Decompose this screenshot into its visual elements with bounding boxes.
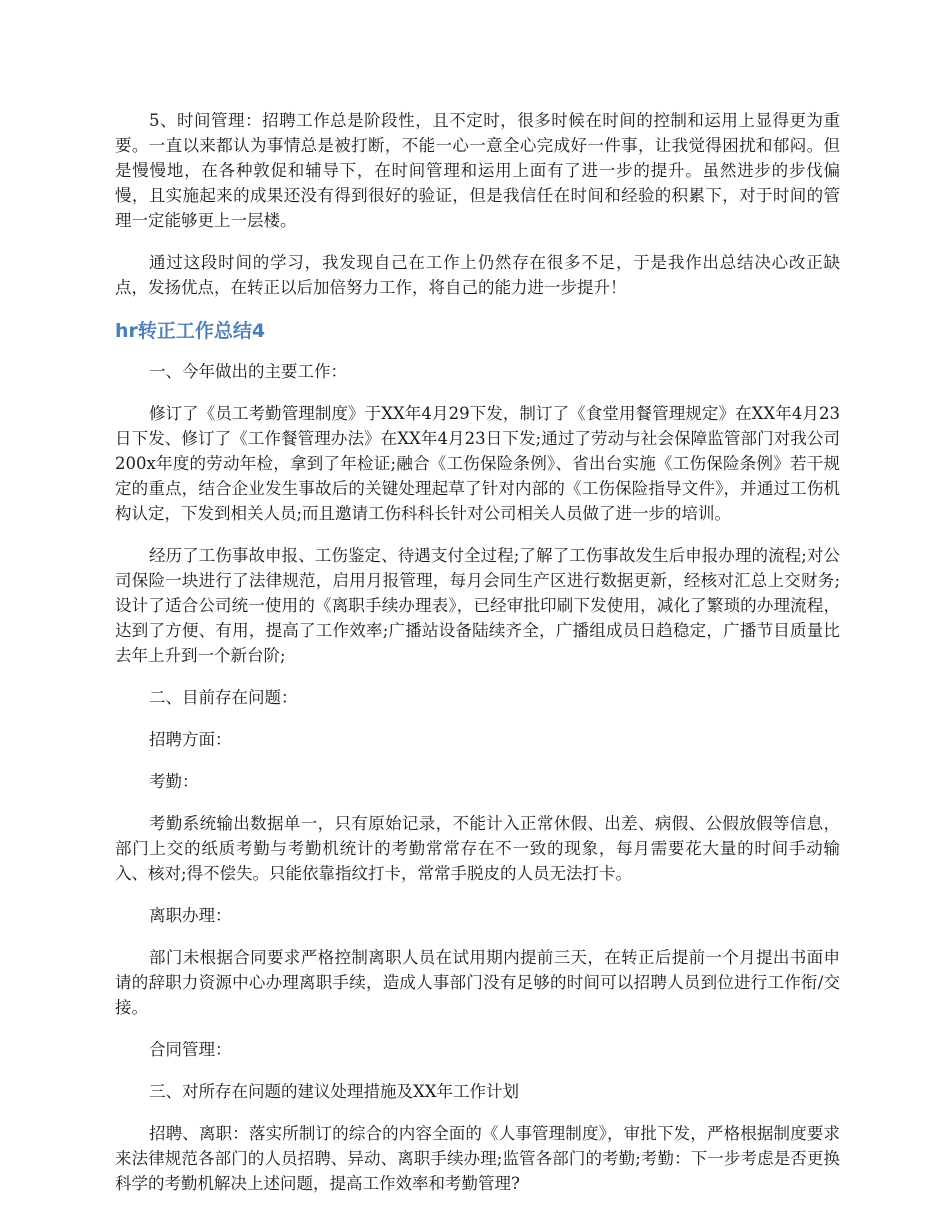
paragraph-plan-title: 三、对所存在问题的建议处理措施及XX年工作计划 xyxy=(149,1082,519,1101)
document-page xyxy=(115,108,840,1213)
section-heading: hr转正工作总结4 xyxy=(115,320,266,342)
paragraph-attendance-detail: 考勤系统输出数据单一，只有原始记录，不能计入正常休假、出差、病假、公假放假等信息，部门上交的纸质考勤与考勤机统计的考勤常常存在不一致的现象，每月需要花大量的时间手动输入、核对;得不偿失。只能依靠指纹打卡，常常手脱皮的人员无法打卡。 xyxy=(115,814,840,883)
paragraph-main-work-title: 一、今年做出的主要工作： xyxy=(149,362,347,381)
paragraph-problems-title: 二、目前存在问题： xyxy=(149,688,298,707)
paragraph-plan-detail: 招聘、离职：落实所制订的综合的内容全面的《人事管理制度》，审批下发，严格根据制度要求来法律规范各部门的人员招聘、异动、离职手续办理;监管各部门的考勤;考勤：下一步考虑是否更换科学的考勤机解决上述问题，提高工作效率和考勤管理? xyxy=(115,1124,840,1193)
paragraph-injury-process: 经历了工伤事故申报、工伤鉴定、待遇支付全过程;了解了工伤事故发生后申报办理的流程;对公司保险一块进行了法律规范，启用月报管理，每月会同生产区进行数据更新，经核对汇总上交财务;设计了适合公司统一使用的《离职手续办理表》，已经审批印刷下发使用，减化了繁琐的办理流程，达到了方便、有用，提高了工作效率;广播站设备陆续齐全，广播组成员日趋稳定，广播节目质量比去年上升到一个新台阶; xyxy=(115,546,840,665)
paragraph-recruitment-label: 招聘方面： xyxy=(149,730,232,749)
paragraph-conclusion: 通过这段时间的学习，我发现自己在工作上仍然存在很多不足，于是我作出总结决心改正缺点，发扬优点，在转正以后加倍努力工作，将自己的能力进一步提升！ xyxy=(115,253,840,297)
paragraph-resignation-detail: 部门未根据合同要求严格控制离职人员在试用期内提前三天，在转正后提前一个月提出书面申请的辞职力资源中心办理离职手续，造成人事部门没有足够的时间可以招聘人员到位进行工作衔/交接。 xyxy=(115,948,840,1017)
paragraph-resignation-label: 离职办理： xyxy=(149,906,232,925)
paragraph-time-management: 5、时间管理：招聘工作总是阶段性，且不定时，很多时候在时间的控制和运用上显得更为重要。一直以来都认为事情总是被打断，不能一心一意全心完成好一件事，让我觉得困扰和郁闷。但是慢慢地，在各种敦促和辅导下，在时间管理和运用上面有了进一步的提升。虽然进步的步伐偏慢，且实施起来的成果还没有得到很好的验证，但是我信任在时间和经验的积累下，对于时间的管理一定能够更上一层楼。 xyxy=(115,111,840,230)
paragraph-contract-label: 合同管理： xyxy=(149,1040,232,1059)
paragraph-regulations: 修订了《员工考勤管理制度》于XX年4月29下发，制订了《食堂用餐管理规定》在XX年4月23日下发、修订了《工作餐管理办法》在XX年4月23日下发;通过了劳动与社会保障监管部门对我公司200x年度的劳动年检，拿到了年检证;融合《工伤保险条例》、省出台实施《工伤保险条例》若干规定的重点，结合企业发生事故后的关键处理起草了针对内部的《工伤保险指导文件》，并通过工伤机构认定，下发到相关人员;而且邀请工伤科科长针对公司相关人员做了进一步的培训。 xyxy=(115,404,840,523)
paragraph-attendance-label: 考勤： xyxy=(149,772,199,791)
